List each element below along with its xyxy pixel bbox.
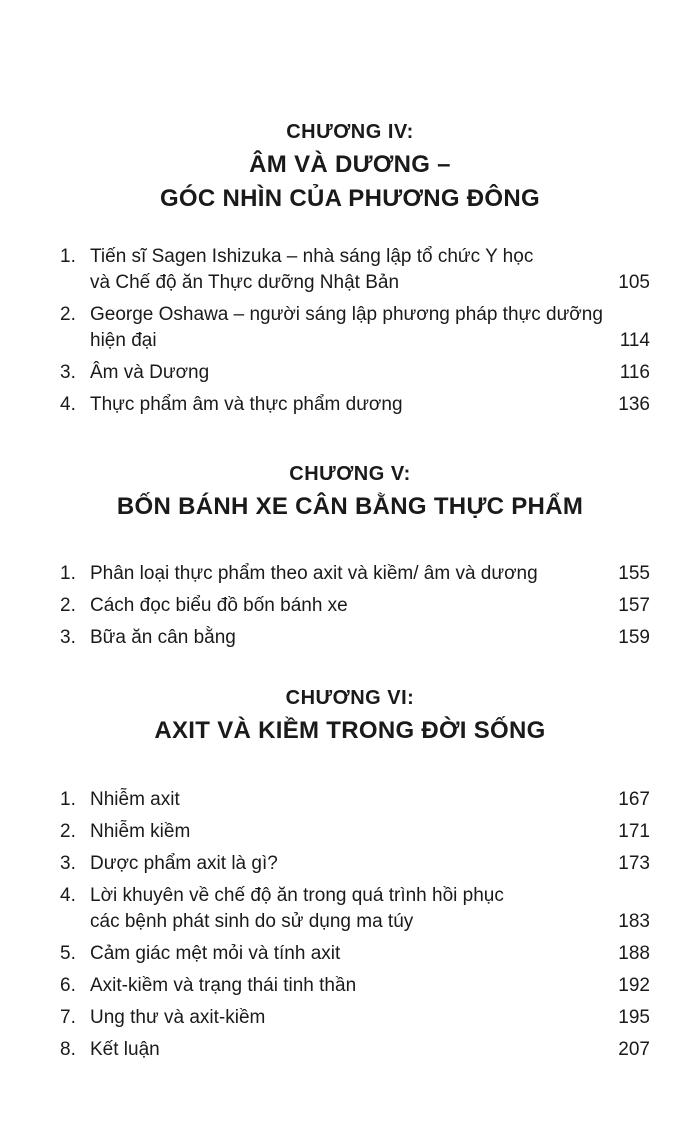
- entry-title: Bữa ăn cân bằng: [90, 627, 236, 648]
- entry-title: Phân loại thực phẩm theo axit và kiềm/ âm và dương: [90, 563, 538, 584]
- chapter-title-line: GÓC NHÌN CỦA PHƯƠNG ĐÔNG: [159, 185, 541, 212]
- entry-title-continued: các bệnh phát sinh do sử dụng ma túy: [90, 911, 414, 932]
- entry-title: Thực phẩm âm và thực phẩm dương: [90, 394, 403, 415]
- entry-page-number: 114: [619, 330, 650, 351]
- entry-title: George Oshawa – người sáng lập phương pháp thực dưỡng: [90, 304, 603, 325]
- entry-number: 1.: [60, 246, 76, 267]
- toc-list-chapter-6: [0, 787, 700, 1069]
- entry-title: Lời khuyên về chế độ ăn trong quá trình hồi phục: [90, 885, 504, 906]
- toc-entry[interactable]: [0, 1005, 700, 1031]
- entry-page-number: 195: [618, 1007, 650, 1028]
- toc-entry[interactable]: [0, 360, 700, 386]
- entry-title: Dược phẩm axit là gì?: [90, 853, 278, 874]
- entry-number: 4.: [60, 394, 76, 415]
- chapter-heading-4: [0, 120, 700, 216]
- entry-number: 1.: [60, 563, 76, 584]
- toc-entry[interactable]: [0, 593, 700, 619]
- toc-entry[interactable]: [0, 244, 700, 296]
- chapter-heading-6: [0, 686, 700, 748]
- entry-page-number: 105: [618, 272, 650, 293]
- entry-page-number: 155: [618, 563, 650, 584]
- entry-number: 1.: [60, 789, 76, 810]
- entry-title: Âm và Dương: [90, 362, 210, 383]
- toc-entry[interactable]: [0, 561, 700, 587]
- entry-title: Cảm giác mệt mỏi và tính axit: [90, 943, 341, 964]
- entry-number: 8.: [60, 1039, 76, 1060]
- entry-title-continued: và Chế độ ăn Thực dưỡng Nhật Bản: [90, 272, 400, 293]
- entry-page-number: 173: [618, 853, 650, 874]
- chapter-title-line: AXIT VÀ KIỀM TRONG ĐỜI SỐNG: [154, 717, 546, 744]
- entry-page-number: 188: [618, 943, 650, 964]
- entry-number: 5.: [60, 943, 76, 964]
- entry-page-number: 207: [618, 1039, 650, 1060]
- entry-page-number: 159: [618, 627, 650, 648]
- toc-entry[interactable]: [0, 941, 700, 967]
- entry-title: Nhiễm kiềm: [90, 821, 191, 842]
- entry-title-continued: hiện đại: [90, 330, 157, 351]
- entry-title: Kết luận: [90, 1039, 160, 1060]
- chapter-label: CHƯƠNG VI:: [285, 687, 415, 709]
- entry-page-number: 136: [618, 394, 650, 415]
- toc-entry[interactable]: [0, 787, 700, 813]
- entry-number: 7.: [60, 1007, 76, 1028]
- toc-entry[interactable]: [0, 973, 700, 999]
- toc-list-chapter-5: [0, 561, 700, 657]
- entry-title: Tiến sĩ Sagen Ishizuka – nhà sáng lập tổ chức Y học: [90, 246, 534, 267]
- entry-title: Nhiễm axit: [90, 789, 180, 810]
- toc-entry[interactable]: [0, 392, 700, 418]
- chapter-title-line: ÂM VÀ DƯƠNG –: [249, 151, 451, 178]
- entry-number: 2.: [60, 821, 76, 842]
- toc-entry[interactable]: [0, 851, 700, 877]
- entry-number: 3.: [60, 853, 76, 874]
- entry-page-number: 171: [618, 821, 650, 842]
- entry-page-number: 116: [619, 362, 650, 383]
- entry-number: 3.: [60, 627, 76, 648]
- chapter-heading-5: [0, 462, 700, 524]
- entry-title: Cách đọc biểu đồ bốn bánh xe: [90, 595, 348, 616]
- entry-number: 4.: [60, 885, 76, 906]
- toc-entry[interactable]: [0, 883, 700, 935]
- entry-page-number: 183: [618, 911, 650, 932]
- entry-page-number: 192: [618, 975, 650, 996]
- entry-number: 2.: [60, 595, 76, 616]
- chapter-label: CHƯƠNG IV:: [286, 121, 414, 143]
- entry-number: 6.: [60, 975, 76, 996]
- entry-page-number: 167: [618, 789, 650, 810]
- chapter-title-line: BỐN BÁNH XE CÂN BẰNG THỰC PHẨM: [116, 493, 584, 520]
- toc-entry[interactable]: [0, 625, 700, 651]
- entry-title: Axit-kiềm và trạng thái tinh thần: [90, 975, 357, 996]
- entry-number: 3.: [60, 362, 76, 383]
- entry-page-number: 157: [618, 595, 650, 616]
- toc-entry[interactable]: [0, 819, 700, 845]
- entry-title: Ung thư và axit-kiềm: [90, 1007, 266, 1028]
- chapter-label: CHƯƠNG V:: [289, 463, 411, 485]
- entry-number: 2.: [60, 304, 76, 325]
- toc-entry[interactable]: [0, 302, 700, 354]
- toc-entry[interactable]: [0, 1037, 700, 1063]
- toc-list-chapter-4: [0, 244, 700, 424]
